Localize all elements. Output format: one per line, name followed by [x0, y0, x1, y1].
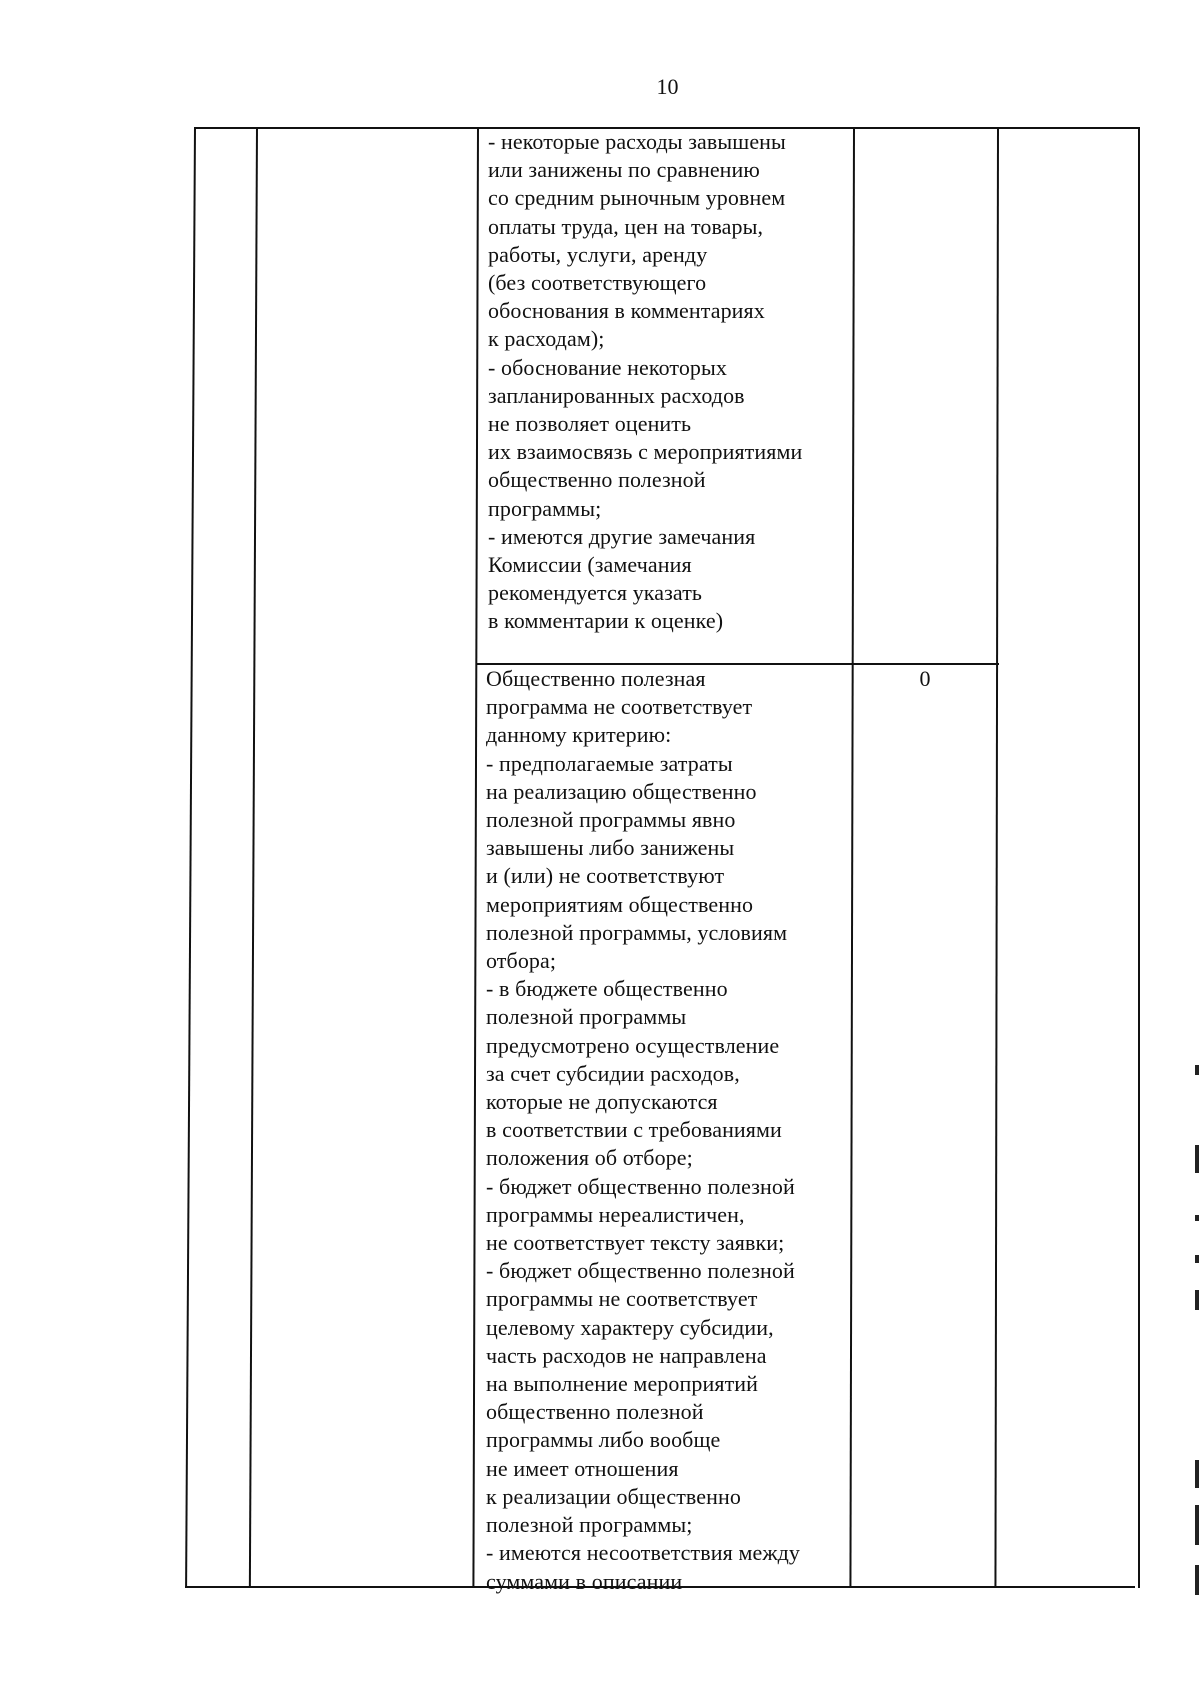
column-divider-2	[472, 127, 479, 1588]
table-left-border	[185, 127, 196, 1588]
table-row-1-description: - некоторые расходы завышены или занижены по сравнению со средним рыночным уровнем оплаты труда, цен на товары, работы, услуги, аренду (без соответствующего обоснования в комментариях к расходам); - обоснование некоторых запланированных расходов не позволяет оценить их взаимосвязь с мероприятиями общественно полезной программы; - имеются другие замечания Комиссии (замечания рекомендуется указать в комментарии к оценке)	[488, 129, 803, 634]
table-row-2-score: 0	[919, 666, 931, 691]
column-divider-4	[994, 127, 999, 1588]
scan-edge-marks	[1195, 1065, 1200, 1595]
table-right-border	[1138, 127, 1140, 1588]
page-number: 10	[656, 74, 679, 99]
table-row-2-description: Общественно полезная программа не соответствует данному критерию: - предполагаемые затраты на реализацию общественно полезной программы явно завышены либо занижены и (или) не соответствуют мероприятиям общественно полезной программы, условиям отбора; - в бюджете общественно полезной программы предусмотрено осуществление за счет субсидии расходов, которые не допускаются в соответствии с требованиями положения об отборе; - бюджет общественно полезной программы нереалистичен, не соответствует тексту заявки; - бюджет общественно полезной программы не соответствует целевому характеру субсидии, часть расходов не направлена на выполнение мероприятий общественно полезной программы либо вообще не имеет отношения к реализации общественно полезной программы; - имеются несоответствия между суммами в описании	[486, 666, 801, 1594]
column-divider-1	[249, 127, 258, 1588]
column-divider-3	[849, 127, 855, 1588]
